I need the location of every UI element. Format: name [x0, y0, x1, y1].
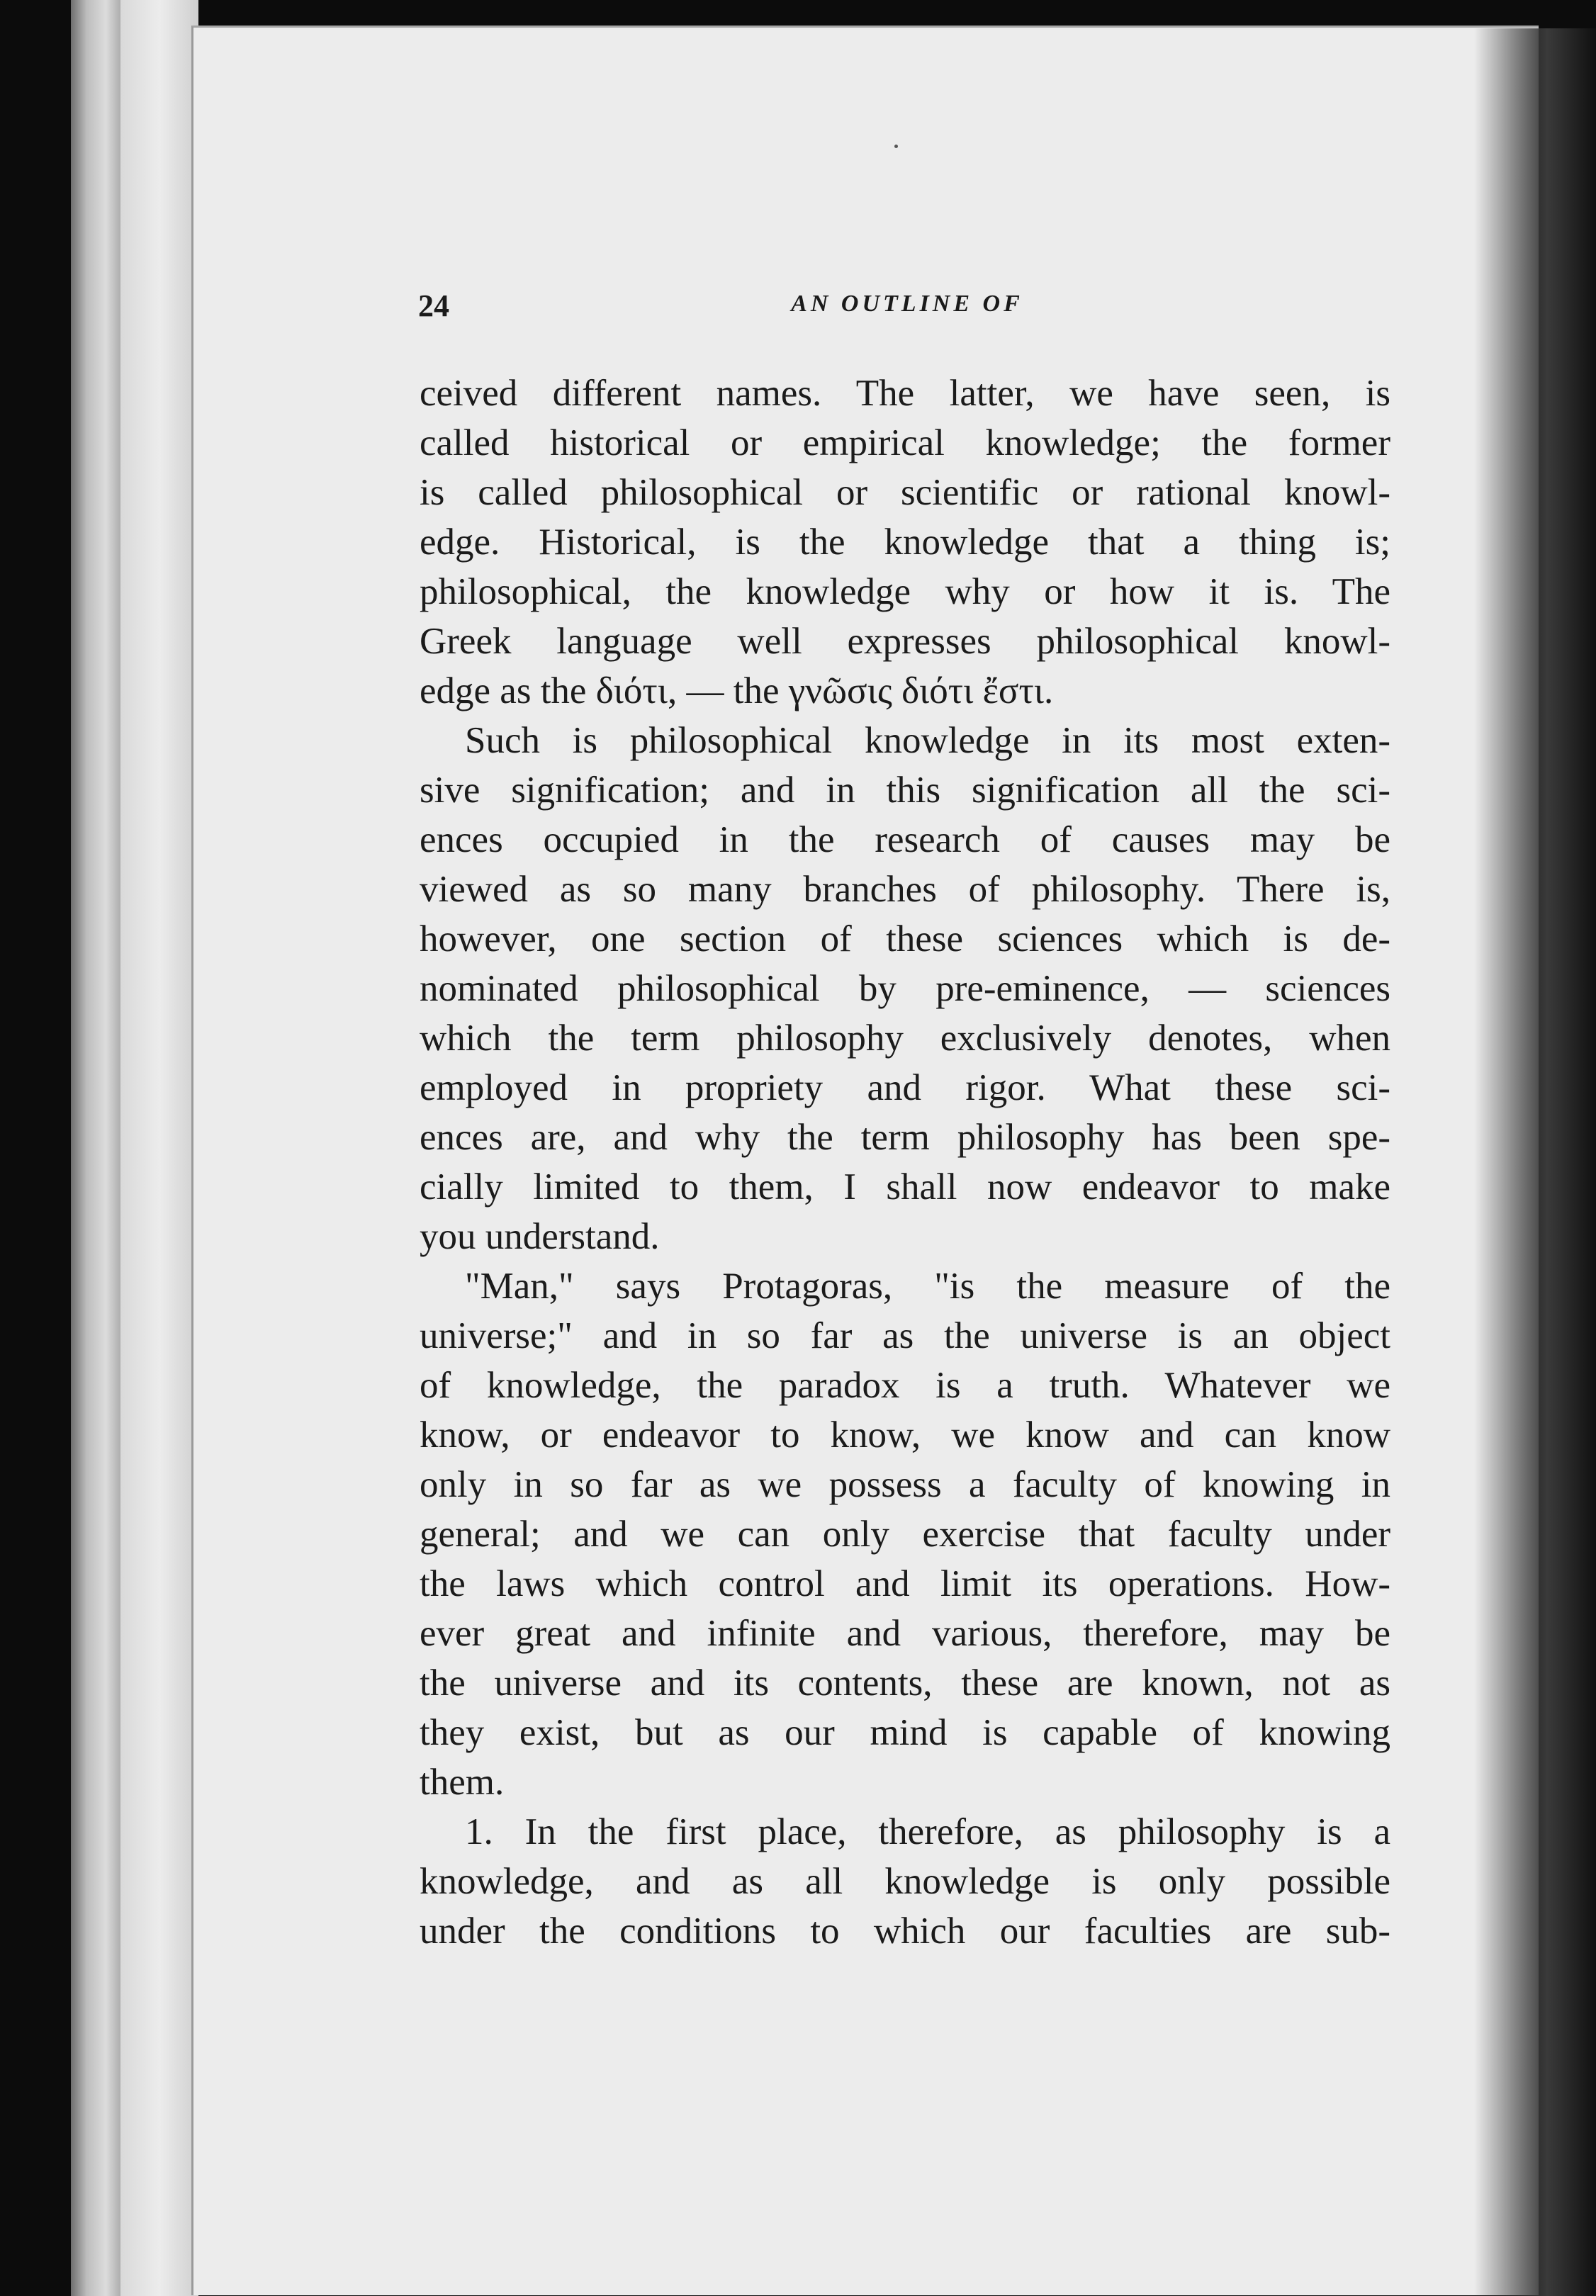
text-line: the laws which control and limit its operations. How-: [420, 1563, 1390, 1604]
text-line: only in so far as we possess a faculty of knowing in: [420, 1464, 1390, 1505]
gutter-shadow: [1474, 28, 1596, 2296]
text-line: cially limited to them, I shall now endeavor to make: [420, 1166, 1390, 1208]
text-line: ever great and infinite and various, therefore, may be: [420, 1613, 1390, 1654]
text-line: them.: [420, 1762, 505, 1803]
text-line: 1. In the first place, therefore, as philosophy is a: [465, 1811, 1390, 1852]
page-number: 24: [418, 288, 449, 323]
text-line: the universe and its contents, these are known, not as: [420, 1662, 1390, 1704]
text-line: Such is philosophical knowledge in its most exten-: [465, 720, 1390, 761]
text-line: ences are, and why the term philosophy has been spe-: [420, 1117, 1390, 1158]
text-line: of knowledge, the paradox is a truth. Whatever we: [420, 1365, 1390, 1406]
text-line: you understand.: [420, 1216, 660, 1257]
text-line: knowledge, and as all knowledge is only possible: [420, 1861, 1390, 1902]
running-title: AN OUTLINE OF: [791, 291, 1023, 317]
body-text: [420, 368, 1390, 1956]
text-line: which the term philosophy exclusively denotes, when: [420, 1018, 1390, 1059]
text-line: sive signification; and in this signification all the sci-: [420, 770, 1390, 811]
text-line: philosophical, the knowledge why or how it is. The: [420, 571, 1390, 612]
text-line: employed in propriety and rigor. What these sci-: [420, 1067, 1390, 1108]
running-head: [418, 288, 1396, 337]
text-line: Greek language well expresses philosophical knowl-: [420, 621, 1390, 662]
text-line: nominated philosophical by pre-eminence, — sciences: [420, 968, 1390, 1009]
text-line: edge as the διότι, — the γνῶσις διότι ἔστι.: [420, 670, 1054, 711]
text-line: under the conditions to which our faculties are sub-: [420, 1910, 1390, 1952]
text-line: "Man," says Protagoras, "is the measure of the: [465, 1266, 1390, 1307]
paper-speck: [894, 145, 898, 148]
text-line: is called philosophical or scientific or rational knowl-: [420, 472, 1390, 513]
text-line: called historical or empirical knowledge; the former: [420, 422, 1390, 463]
text-line: ences occupied in the research of causes may be: [420, 819, 1390, 860]
page-stack-edge: [120, 0, 198, 2296]
text-line: know, or endeavor to know, we know and can know: [420, 1414, 1390, 1456]
text-line: viewed as so many branches of philosophy. There is,: [420, 869, 1390, 910]
text-line: ceived different names. The latter, we have seen, is: [420, 373, 1390, 414]
text-line: however, one section of these sciences which is de-: [420, 918, 1390, 960]
text-line: edge. Historical, is the knowledge that a thing is;: [420, 522, 1390, 563]
text-line: universe;" and in so far as the universe is an object: [420, 1315, 1390, 1356]
text-line: general; and we can only exercise that faculty under: [420, 1514, 1390, 1555]
text-line: they exist, but as our mind is capable of knowing: [420, 1712, 1390, 1753]
